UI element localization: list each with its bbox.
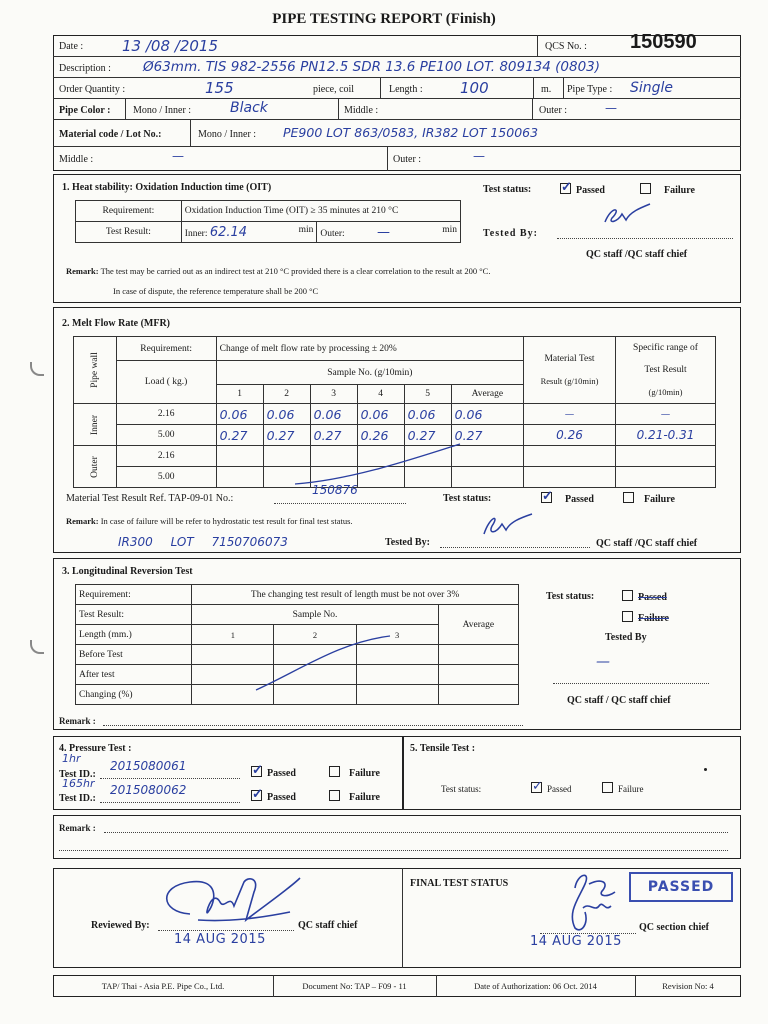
stray-dot [704,768,707,771]
tensile-status-label: Test status: [441,784,482,794]
final-date-stamp: 14 AUG 2015 [530,934,622,949]
reversion-title: 3. Longitudinal Reversion Test [62,566,193,577]
mfr-cell: 0.06 [310,404,357,425]
mfr-range-label-2: Test Result [644,365,687,375]
pipe-color-middle-label: Middle : [344,105,379,116]
pressure-1-failure-checkbox[interactable] [329,766,340,777]
mfr-signature [480,508,540,540]
reviewer-role: QC staff chief [298,920,358,931]
rev-remark-label: Remark : [59,716,96,726]
review-date-stamp: 14 AUG 2015 [174,932,266,947]
footer-company: TAP/ Thai - Asia P.E. Pipe Co., Ltd. [101,981,225,991]
mfr-col-5: 5 [404,385,451,404]
mfr-cell: 0.06 [263,404,310,425]
oit-inner-value: 62.14 [209,224,248,240]
order-qty-label: Order Quantity : [59,84,126,95]
pressure-id2-note: 165hr [62,777,95,790]
tensile-failure-checkbox[interactable] [602,782,613,793]
pipe-color-outer-label: Outer : [539,105,568,116]
mfr-cell: 0.27 [451,425,523,446]
rev-avg-label: Average [438,605,518,645]
length-unit: m. [541,84,552,95]
oit-outer-label: Outer: [320,228,345,239]
pressure-1-failure-label: Failure [349,768,380,779]
rev-changing-label: Changing (%) [76,685,192,705]
mfr-ref-value: 150876 [312,483,358,497]
tensile-passed-checkbox[interactable] [531,782,542,793]
mfr-qc-staff: QC staff /QC staff chief [596,538,698,549]
mfr-failure-checkbox[interactable] [623,492,634,503]
mfr-ref-label: Material Test Result Ref. TAP-09-01 No.: [66,493,234,504]
reversion-strike-line [250,630,400,695]
date-value: 13 /08 /2015 [122,37,218,55]
final-role: QC section chief [639,922,709,933]
mfr-row-load: 2.16 [116,446,216,467]
outer-label: Outer : [393,154,422,165]
mfr-remark-label: Remark: [66,516,99,526]
oit-remark-label: Remark: [66,266,99,276]
mfr-cell: 0.27 [404,425,451,446]
oit-tested-by-label: Tested By: [483,228,538,239]
rev-col-1: 1 [192,625,274,645]
mfr-range-label: Specific range of [633,343,698,353]
mfr-mat-cell: 0.26 [524,425,616,446]
mfr-cell: 0.27 [310,425,357,446]
mfr-cell: 0.26 [357,425,404,446]
order-qty-value: 155 [205,79,234,97]
rev-req-label: Requirement: [76,585,192,605]
mfr-outer-label: Outer [89,455,100,478]
mfr-col-avg: Average [451,385,523,404]
mfr-range-cell: 0.21-0.31 [616,425,716,446]
mfr-mat-cell: — [524,404,616,425]
oit-failure-checkbox[interactable] [640,183,651,194]
rev-failure-label: Failure [638,613,669,624]
tensile-passed-label: Passed [547,784,572,794]
oit-req-label: Requirement: [76,201,182,222]
length-value: 100 [460,79,489,97]
remark-box [53,815,741,859]
oit-min-label: min [298,224,314,235]
mfr-col-1: 1 [216,385,263,404]
mfr-load-label: Load ( kg.) [116,361,216,404]
description-label: Description : [59,63,111,74]
mfr-failure-label: Failure [644,494,675,505]
mfr-title: 2. Melt Flow Rate (MFR) [62,318,171,329]
rev-status-label: Test status: [546,591,595,602]
final-status-label: FINAL TEST STATUS [410,878,509,889]
binder-hole [30,640,44,654]
pressure-2-passed-label: Passed [267,792,296,803]
pressure-id1-note: 1hr [62,752,81,765]
oit-req-value: Oxidation Induction Time (OIT) ≥ 35 minutes at 210 °C [181,201,460,222]
material-mono-label: Mono / Inner : [198,129,257,140]
mfr-sample-label: Sample No. (g/10min) [216,361,523,385]
mfr-range-cell: — [616,404,716,425]
mfr-range-label-3: (g/10min) [648,387,683,397]
rev-sample-label: Sample No. [192,605,439,625]
mfr-inner-label: Inner [89,414,100,435]
oit-inner-label: Inner: [184,228,208,239]
mfr-req-label: Requirement: [116,337,216,361]
oit-min2-label: min [442,224,457,235]
date-label: Date : [59,41,84,52]
pressure-id1-label: Test ID.: [59,769,96,780]
material-value: PE900 LOT 863/0583, IR382 LOT 150063 [283,125,539,140]
oit-failure-label: Failure [664,185,695,196]
rev-col-3: 3 [356,625,438,645]
oit-qc-staff: QC staff /QC staff chief [586,249,688,260]
mfr-row-load: 5.00 [116,467,216,488]
tensile-title: 5. Tensile Test : [410,743,476,754]
rev-length-label: Length (mm.) [76,625,192,645]
rev-col-2: 2 [274,625,356,645]
mfr-req-value: Change of melt flow rate by processing ± 20% [216,337,523,361]
pressure-2-failure-checkbox[interactable] [329,790,340,801]
oit-result-label: Test Result: [76,222,182,243]
mfr-cell: 0.06 [357,404,404,425]
pipe-color-mono-label: Mono / Inner : [133,105,192,116]
mfr-cell: 0.06 [451,404,523,425]
oit-outer-value: — [377,224,391,240]
description-value: Ø63mm. TIS 982-2556 PN12.5 SDR 13.6 PE100 LOT. 809134 (0803) [143,59,601,75]
rev-tested-by-label: Tested By [605,632,647,643]
oit-passed-label: Passed [576,185,605,196]
reviewed-by-label: Reviewed By: [91,920,150,931]
footer-auth-date: Date of Authorization: 06 Oct. 2014 [474,981,597,991]
oit-passed-checkbox[interactable] [560,183,571,194]
rev-failure-checkbox[interactable] [622,611,633,622]
mfr-col-2: 2 [263,385,310,404]
oit-remark-2: In case of dispute, the reference temperature shall be 200 °C [113,286,319,296]
rev-tested-value: — [596,654,610,670]
footer-revision: Revision No: 4 [662,981,714,991]
mfr-cell: 0.27 [263,425,310,446]
binder-hole [30,362,44,376]
pipe-color-label: Pipe Color : [59,105,111,116]
rev-qc-staff: QC staff / QC staff chief [567,695,671,706]
general-remark-label: Remark : [59,823,96,833]
pressure-1-passed-label: Passed [267,768,296,779]
length-label: Length : [389,84,423,95]
mfr-cell: 0.27 [216,425,263,446]
mfr-row-load: 2.16 [116,404,216,425]
rev-before-label: Before Test [76,645,192,665]
footer-doc-no: Document No: TAP – F09 - 11 [302,981,407,991]
order-qty-unit: piece, coil [313,84,355,95]
passed-stamp: PASSED [629,872,733,902]
rev-result-label: Test Result: [76,605,192,625]
pressure-id1-value: 2015080061 [110,759,187,773]
middle-value: — [172,149,184,163]
rev-passed-checkbox[interactable] [622,590,633,601]
mfr-mat-label: Material Test [544,354,595,364]
mfr-passed-label: Passed [565,494,594,505]
final-signature [545,868,625,938]
rev-after-label: After test [76,665,192,685]
material-label: Material code / Lot No.: [59,129,162,140]
pressure-title: 4. Pressure Test : [59,743,132,754]
pipe-type-value: Single [630,80,674,96]
oit-signature [600,200,660,230]
oit-table [75,200,461,243]
mfr-pipe-wall-label: Pipe wall [89,352,100,388]
pressure-id2-label: Test ID.: [59,793,96,804]
oit-title: 1. Heat stability: Oxidation Induction time (OIT) [62,182,272,193]
pipe-color-value: Black [230,100,268,116]
mfr-row-load: 5.00 [116,425,216,446]
pressure-2-passed-checkbox[interactable] [251,790,262,801]
pipe-type-label: Pipe Type : [567,84,613,95]
pressure-1-passed-checkbox[interactable] [251,766,262,777]
pipe-color-outer-value: — [605,101,617,115]
qcs-number: 150590 [630,31,697,53]
mfr-cell: 0.06 [404,404,451,425]
middle-label: Middle : [59,154,94,165]
mfr-passed-checkbox[interactable] [541,492,552,503]
outer-value: — [473,149,485,163]
pressure-id2-value: 2015080062 [110,783,187,797]
tensile-failure-label: Failure [618,784,644,794]
mfr-status-label: Test status: [443,493,492,504]
rev-req-value: The changing test result of length must be not over 3% [192,585,519,605]
mfr-mat-label-2: Result (g/10min) [540,376,599,386]
mfr-lot-note: IR300 LOT 7150706073 [118,535,288,549]
mfr-col-3: 3 [310,385,357,404]
mfr-tested-by-label: Tested By: [385,537,430,548]
oit-remark-1: The test may be carried out as an indirect test at 210 °C provided there is a clear correlation to the result at 200 °C. [100,266,491,276]
pressure-2-failure-label: Failure [349,792,380,803]
mfr-remark: In case of failure will be refer to hydrostatic test result for final test status. [100,516,353,526]
rev-passed-label: Passed [638,592,667,603]
mfr-cell: 0.06 [216,404,263,425]
page-title: PIPE TESTING REPORT (Finish) [272,11,496,27]
qcs-label: QCS No. : [545,41,587,52]
reviewer-signature [150,872,310,932]
oit-status-label: Test status: [483,184,532,195]
mfr-col-4: 4 [357,385,404,404]
